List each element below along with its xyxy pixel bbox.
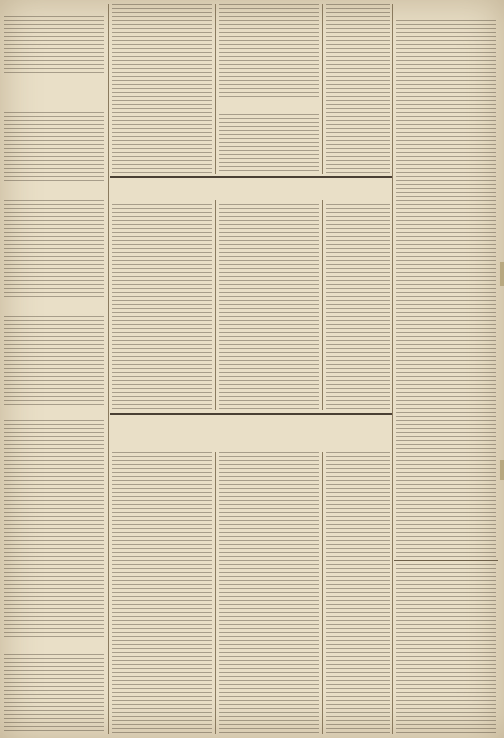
left-column-text (4, 200, 104, 300)
top-center-text (326, 4, 390, 174)
war-damage-byline (112, 194, 390, 202)
column-divider (322, 200, 323, 410)
top-center-text (112, 4, 212, 174)
article-text (112, 4, 212, 174)
page-number (6, 2, 30, 14)
left-column-text (4, 316, 104, 406)
bessarabia-headline (112, 418, 390, 436)
right-column-text (396, 20, 496, 558)
column-divider (215, 200, 216, 410)
article-text (4, 420, 104, 640)
article-text (326, 452, 390, 734)
right-column-text (396, 564, 496, 734)
column-divider (392, 4, 393, 734)
left-column-text (4, 654, 104, 734)
article-text (112, 452, 212, 734)
top-center-headline (219, 102, 319, 112)
bessarabia-subheadline (112, 438, 212, 450)
article-text (326, 204, 390, 410)
article-text (396, 564, 496, 734)
article-text (396, 20, 496, 558)
page-edge-tab (500, 262, 504, 286)
left-column-headline (6, 304, 106, 314)
article-rule (110, 413, 392, 415)
war-damage-headline (112, 178, 390, 194)
article-text (219, 204, 319, 410)
article-text (219, 452, 319, 734)
top-center-text (219, 4, 319, 100)
column-divider (322, 4, 323, 174)
page-edge-tab (500, 460, 504, 480)
war-damage-text (219, 204, 319, 410)
bessarabia-text (326, 452, 390, 734)
article-text (4, 200, 104, 300)
left-column-headline (6, 642, 106, 652)
war-damage-text (326, 204, 390, 410)
left-column-text (4, 16, 104, 76)
top-center-text (219, 114, 319, 174)
article-text (4, 112, 104, 184)
column-divider (215, 4, 216, 174)
bessarabia-text (219, 452, 319, 734)
article-text (219, 4, 319, 100)
column-divider (108, 4, 109, 734)
left-column-text (4, 112, 104, 184)
article-text (4, 316, 104, 406)
article-text (112, 204, 212, 410)
article-text (4, 16, 104, 76)
left-column-headline (4, 186, 106, 198)
right-column-headline (396, 4, 496, 18)
left-column-headline (24, 78, 104, 96)
column-divider (215, 452, 216, 734)
article-rule (394, 560, 498, 561)
left-column-headline (4, 96, 106, 110)
bessarabia-text (112, 452, 212, 734)
article-text (326, 4, 390, 174)
article-text (219, 114, 319, 174)
column-divider (322, 452, 323, 734)
left-column-headline (6, 408, 106, 418)
left-column-text (4, 420, 104, 640)
article-text (4, 654, 104, 734)
war-damage-text (112, 204, 212, 410)
